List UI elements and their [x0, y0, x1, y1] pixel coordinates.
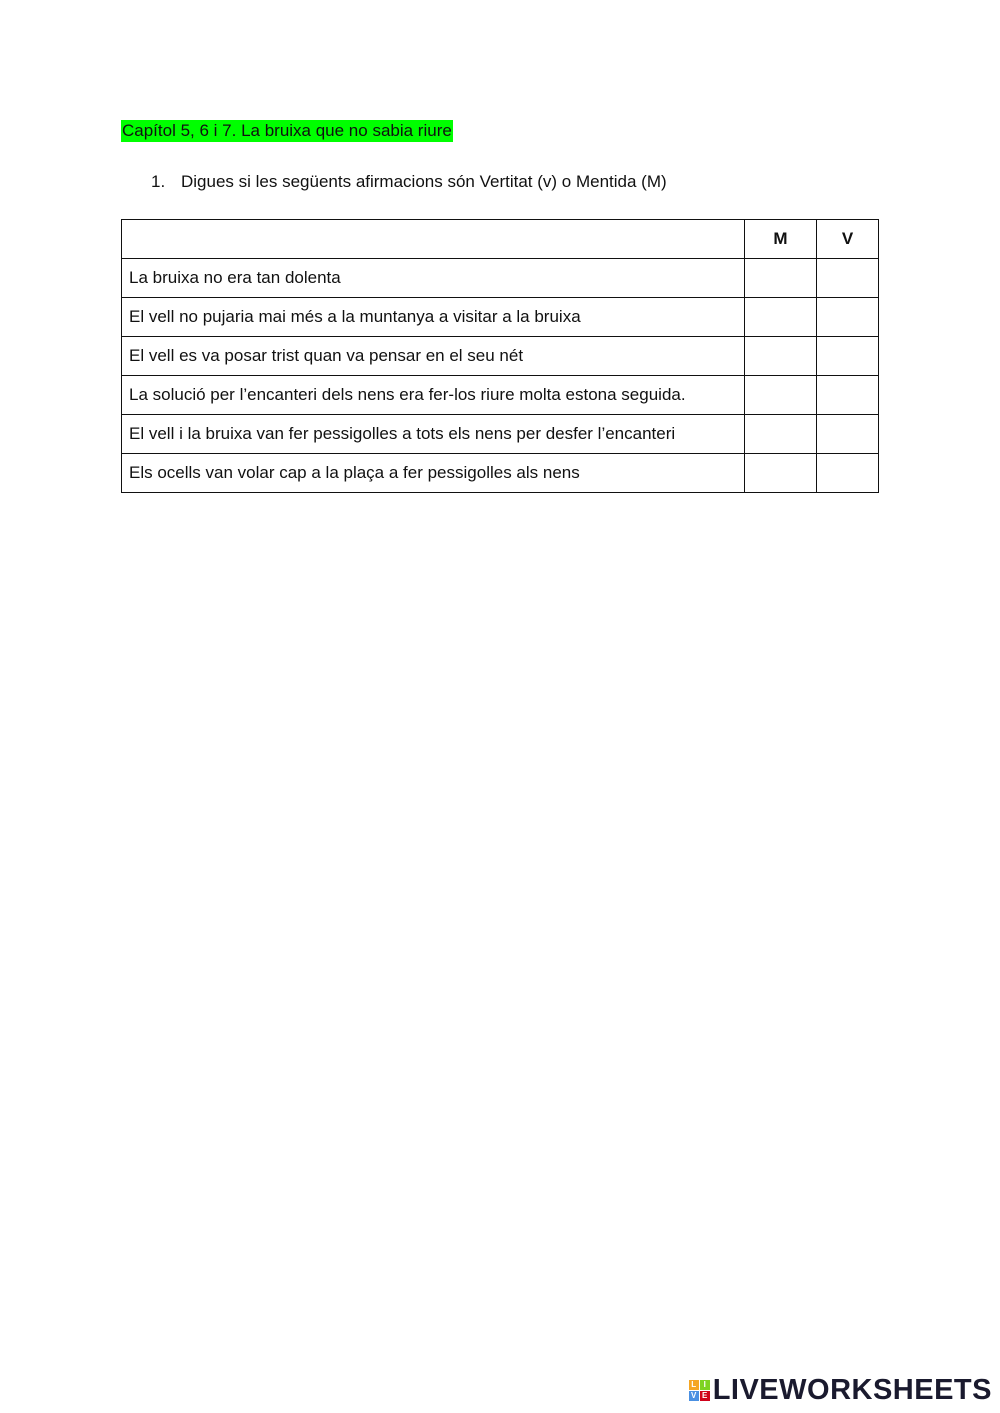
- worksheet-title: Capítol 5, 6 i 7. La bruixa que no sabia riure: [122, 121, 452, 140]
- statement-cell: El vell i la bruixa van fer pessigolles a tots els nens per desfer l’encanteri: [122, 415, 745, 454]
- table-row: [122, 259, 879, 298]
- table-row: [122, 454, 879, 493]
- answer-v-cell[interactable]: [817, 298, 879, 337]
- table-row: [122, 298, 879, 337]
- brand-wordmark: LIVEWORKSHEETS: [712, 1374, 992, 1406]
- logo-letter-i: I: [700, 1380, 710, 1390]
- answer-m-cell[interactable]: [745, 298, 817, 337]
- header-v: V: [817, 220, 879, 259]
- answer-v-cell[interactable]: [817, 337, 879, 376]
- header-m: M: [745, 220, 817, 259]
- liveworksheets-logo-icon: [689, 1380, 710, 1401]
- liveworksheets-brand: [689, 1374, 992, 1407]
- answer-m-cell[interactable]: [745, 376, 817, 415]
- statement-cell: La bruixa no era tan dolenta: [122, 259, 745, 298]
- header-statement: [122, 220, 745, 259]
- table-header-row: [122, 220, 879, 259]
- logo-letter-l: L: [689, 1380, 699, 1390]
- table-row: [122, 337, 879, 376]
- logo-letter-v: V: [689, 1391, 699, 1401]
- answer-v-cell[interactable]: [817, 454, 879, 493]
- answer-m-cell[interactable]: [745, 337, 817, 376]
- statement-cell: El vell no pujaria mai més a la muntanya a visitar a la bruixa: [122, 298, 745, 337]
- true-false-table: [121, 219, 879, 493]
- answer-v-cell[interactable]: [817, 415, 879, 454]
- question-number: 1.: [151, 172, 166, 191]
- logo-letter-e: E: [700, 1391, 710, 1401]
- table-row: [122, 376, 879, 415]
- question-1: [151, 171, 667, 193]
- answer-m-cell[interactable]: [745, 454, 817, 493]
- statement-cell: El vell es va posar trist quan va pensar en el seu nét: [122, 337, 745, 376]
- answer-m-cell[interactable]: [745, 259, 817, 298]
- statement-cell: Els ocells van volar cap a la plaça a fer pessigolles als nens: [122, 454, 745, 493]
- statement-cell: La solució per l’encanteri dels nens era fer-los riure molta estona seguida.: [122, 376, 745, 415]
- answer-v-cell[interactable]: [817, 259, 879, 298]
- answer-v-cell[interactable]: [817, 376, 879, 415]
- table-row: [122, 415, 879, 454]
- question-text: Digues si les següents afirmacions són Vertitat (v) o Mentida (M): [181, 172, 667, 191]
- answer-m-cell[interactable]: [745, 415, 817, 454]
